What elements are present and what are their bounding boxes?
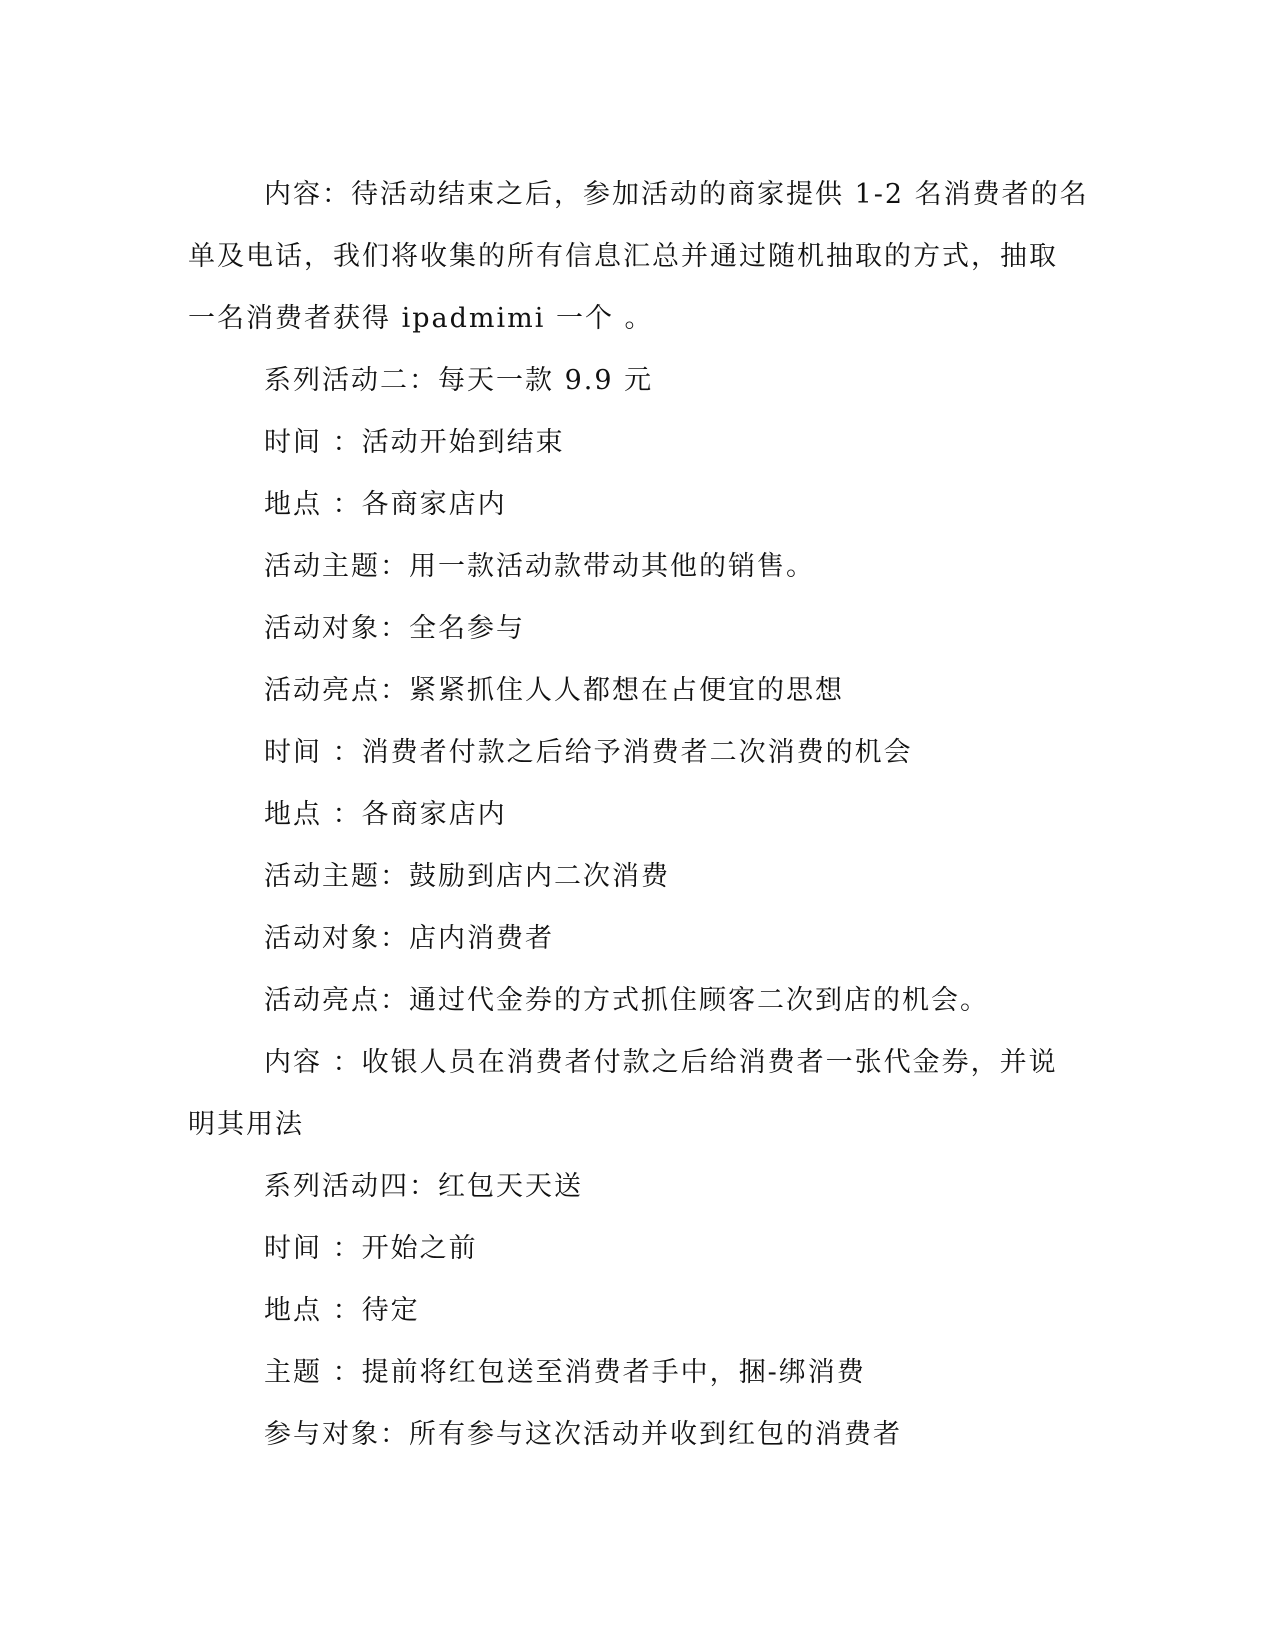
text-line: 明其用法 <box>188 1109 304 1140</box>
text-line: 活动对象：店内消费者 <box>264 923 554 954</box>
text-line: 一名消费者获得 ipadmimi 一个 。 <box>188 303 654 334</box>
text-line: 时间 ：活动开始到结束 <box>264 427 565 458</box>
text-line: 活动亮点：通过代金券的方式抓住顾客二次到店的机会。 <box>264 985 989 1016</box>
section-heading: 系列活动四：红包天天送 <box>264 1171 583 1202</box>
text-line: 内容：待活动结束之后，参加活动的商家提供 1-2 名消费者的名 <box>264 179 1089 210</box>
text-line: 地点 ：待定 <box>264 1295 420 1326</box>
text-line: 地点 ：各商家店内 <box>264 799 507 830</box>
text-line: 地点 ：各商家店内 <box>264 489 507 520</box>
text-line: 时间 ：消费者付款之后给予消费者二次消费的机会 <box>264 737 913 768</box>
text-line: 单及电话，我们将收集的所有信息汇总并通过随机抽取的方式，抽取 <box>188 241 1058 272</box>
text-line: 参与对象：所有参与这次活动并收到红包的消费者 <box>264 1419 902 1450</box>
text-line: 时间 ：开始之前 <box>264 1233 478 1264</box>
text-line: 活动亮点：紧紧抓住人人都想在占便宜的思想 <box>264 675 844 706</box>
text-line: 内容 ：收银人员在消费者付款之后给消费者一张代金券，并说 <box>264 1047 1058 1078</box>
text-line: 活动主题：用一款活动款带动其他的销售。 <box>264 551 815 582</box>
text-line: 活动主题：鼓励到店内二次消费 <box>264 861 670 892</box>
text-line: 活动对象：全名参与 <box>264 613 525 644</box>
document-body <box>188 164 1089 1466</box>
section-heading: 系列活动二：每天一款 9.9 元 <box>264 365 654 396</box>
text-line: 主题 ：提前将红包送至消费者手中，捆-绑消费 <box>264 1357 866 1388</box>
